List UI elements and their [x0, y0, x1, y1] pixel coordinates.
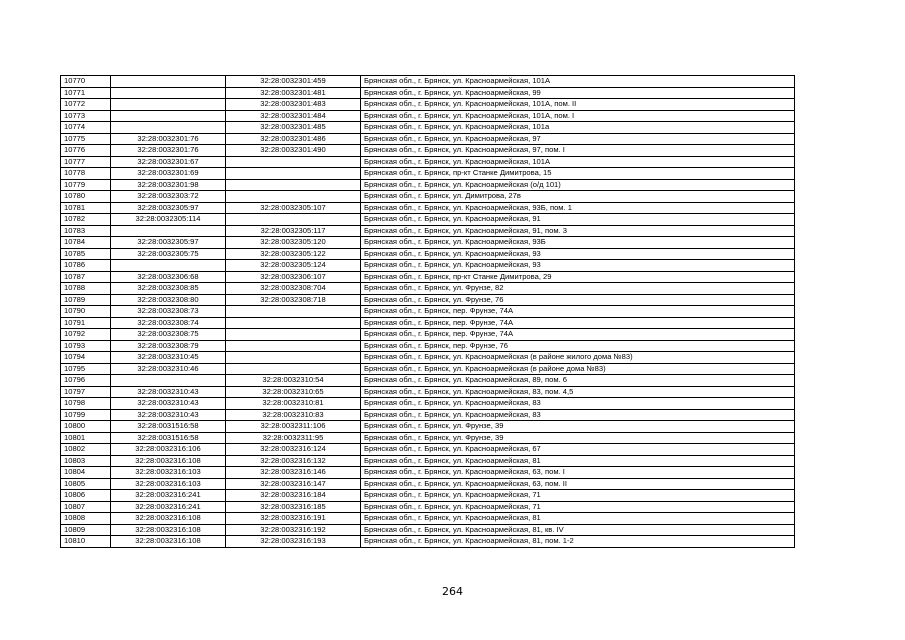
object-cadastral-number-cell: 32:28:0032301:459: [226, 76, 361, 88]
cadastral-number-cell: 32:28:0032308:80: [111, 294, 226, 306]
table-row: [61, 317, 795, 329]
table-row: [61, 363, 795, 375]
object-cadastral-number-cell: 32:28:0032316:191: [226, 513, 361, 525]
cadastral-number-cell: 32:28:0032316:103: [111, 478, 226, 490]
cadastral-number-cell: 32:28:0032301:67: [111, 156, 226, 168]
cadastral-number-cell: 32:28:0032301:69: [111, 168, 226, 180]
table-row: [61, 455, 795, 467]
address-cell: Брянская обл., г. Брянск, ул. Красноармейская, 67: [361, 444, 795, 456]
object-cadastral-number-cell: 32:28:0032316:185: [226, 501, 361, 513]
object-cadastral-number-cell: 32:28:0032316:124: [226, 444, 361, 456]
row-number-cell: 10781: [61, 202, 111, 214]
object-cadastral-number-cell: 32:28:0032311:95: [226, 432, 361, 444]
row-number-cell: 10788: [61, 283, 111, 295]
row-number-cell: 10807: [61, 501, 111, 513]
row-number-cell: 10772: [61, 99, 111, 111]
row-number-cell: 10774: [61, 122, 111, 134]
address-cell: Брянская обл., г. Брянск, ул. Красноармейская, 63, пом. I: [361, 467, 795, 479]
address-cell: Брянская обл., г. Брянск, ул. Красноармейская, 101А, пом. I: [361, 110, 795, 122]
cadastral-number-cell: 32:28:0032316:108: [111, 513, 226, 525]
address-cell: Брянская обл., г. Брянск, ул. Красноармейская, 97: [361, 133, 795, 145]
cadastral-number-cell: 32:28:0032305:75: [111, 248, 226, 260]
cadastral-number-cell: 32:28:0032301:76: [111, 145, 226, 157]
address-cell: Брянская обл., г. Брянск, пер. Фрунзе, 76: [361, 340, 795, 352]
object-cadastral-number-cell: 32:28:0032310:65: [226, 386, 361, 398]
cadastral-number-cell: 32:28:0032316:108: [111, 524, 226, 536]
row-number-cell: 10773: [61, 110, 111, 122]
address-cell: Брянская обл., г. Брянск, ул. Красноармейская, 71: [361, 501, 795, 513]
address-cell: Брянская обл., г. Брянск, ул. Красноармейская, 89, пом. 6: [361, 375, 795, 387]
table-row: [61, 329, 795, 341]
table-row: [61, 501, 795, 513]
row-number-cell: 10794: [61, 352, 111, 364]
address-cell: Брянская обл., г. Брянск, ул. Красноармейская, 93Б: [361, 237, 795, 249]
cadastral-number-cell: 32:28:0032316:108: [111, 536, 226, 548]
cadastral-number-cell: 32:28:0032308:85: [111, 283, 226, 295]
table-row: [61, 444, 795, 456]
cadastral-number-cell: [111, 260, 226, 272]
cadastral-number-cell: 32:28:0032310:45: [111, 352, 226, 364]
table-row: [61, 145, 795, 157]
row-number-cell: 10795: [61, 363, 111, 375]
address-cell: Брянская обл., г. Брянск, пер. Фрунзе, 74А: [361, 329, 795, 341]
table-row: [61, 214, 795, 226]
cadastral-number-cell: [111, 76, 226, 88]
object-cadastral-number-cell: 32:28:0032316:146: [226, 467, 361, 479]
table-row: [61, 421, 795, 433]
table-row: [61, 340, 795, 352]
address-cell: Брянская обл., г. Брянск, ул. Фрунзе, 39: [361, 421, 795, 433]
row-number-cell: 10804: [61, 467, 111, 479]
registry-table-body: [61, 76, 795, 548]
cadastral-number-cell: 32:28:0032310:43: [111, 409, 226, 421]
object-cadastral-number-cell: 32:28:0032301:490: [226, 145, 361, 157]
table-row: [61, 409, 795, 421]
row-number-cell: 10791: [61, 317, 111, 329]
table-row: [61, 478, 795, 490]
cadastral-number-cell: 32:28:0032308:79: [111, 340, 226, 352]
object-cadastral-number-cell: 32:28:0032305:124: [226, 260, 361, 272]
cadastral-number-cell: 32:28:0032308:75: [111, 329, 226, 341]
object-cadastral-number-cell: 32:28:0032308:704: [226, 283, 361, 295]
row-number-cell: 10786: [61, 260, 111, 272]
object-cadastral-number-cell: 32:28:0032316:147: [226, 478, 361, 490]
table-row: [61, 156, 795, 168]
table-row: [61, 87, 795, 99]
address-cell: Брянская обл., г. Брянск, ул. Красноармейская (в районе дома №83): [361, 363, 795, 375]
cadastral-number-cell: 32:28:0032305:97: [111, 202, 226, 214]
address-cell: Брянская обл., г. Брянск, ул. Красноармейская, 83: [361, 398, 795, 410]
row-number-cell: 10809: [61, 524, 111, 536]
address-cell: Брянская обл., г. Брянск, ул. Красноармейская, 99: [361, 87, 795, 99]
cadastral-number-cell: 32:28:0032316:103: [111, 467, 226, 479]
table-row: [61, 122, 795, 134]
cadastral-number-cell: 32:28:0032305:114: [111, 214, 226, 226]
cadastral-number-cell: 32:28:0032316:241: [111, 501, 226, 513]
object-cadastral-number-cell: 32:28:0032316:193: [226, 536, 361, 548]
address-cell: Брянская обл., г. Брянск, пер. Фрунзе, 74А: [361, 317, 795, 329]
row-number-cell: 10801: [61, 432, 111, 444]
row-number-cell: 10771: [61, 87, 111, 99]
address-cell: Брянская обл., г. Брянск, ул. Фрунзе, 82: [361, 283, 795, 295]
object-cadastral-number-cell: 32:28:0032305:122: [226, 248, 361, 260]
row-number-cell: 10805: [61, 478, 111, 490]
object-cadastral-number-cell: 32:28:0032310:54: [226, 375, 361, 387]
row-number-cell: 10775: [61, 133, 111, 145]
address-cell: Брянская обл., г. Брянск, ул. Красноармейская (о/д 101): [361, 179, 795, 191]
table-row: [61, 248, 795, 260]
row-number-cell: 10782: [61, 214, 111, 226]
row-number-cell: 10778: [61, 168, 111, 180]
row-number-cell: 10792: [61, 329, 111, 341]
address-cell: Брянская обл., г. Брянск, ул. Фрунзе, 39: [361, 432, 795, 444]
cadastral-number-cell: 32:28:0032301:76: [111, 133, 226, 145]
address-cell: Брянская обл., г. Брянск, ул. Красноармейская, 101А: [361, 76, 795, 88]
object-cadastral-number-cell: [226, 179, 361, 191]
cadastral-number-cell: 32:28:0031516:58: [111, 432, 226, 444]
address-cell: Брянская обл., г. Брянск, пр-кт Станке Димитрова, 15: [361, 168, 795, 180]
row-number-cell: 10799: [61, 409, 111, 421]
address-cell: Брянская обл., г. Брянск, ул. Красноармейская, 63, пом. II: [361, 478, 795, 490]
address-cell: Брянская обл., г. Брянск, ул. Красноармейская (в районе жилого дома №83): [361, 352, 795, 364]
cadastral-number-cell: 32:28:0031516:58: [111, 421, 226, 433]
address-cell: Брянская обл., г. Брянск, ул. Красноармейская, 81: [361, 455, 795, 467]
page-number: 264: [442, 585, 463, 598]
address-cell: Брянская обл., г. Брянск, пер. Фрунзе, 74А: [361, 306, 795, 318]
object-cadastral-number-cell: 32:28:0032305:120: [226, 237, 361, 249]
object-cadastral-number-cell: 32:28:0032316:192: [226, 524, 361, 536]
row-number-cell: 10808: [61, 513, 111, 525]
row-number-cell: 10776: [61, 145, 111, 157]
table-row: [61, 260, 795, 272]
table-row: [61, 271, 795, 283]
table-row: [61, 352, 795, 364]
cadastral-number-cell: 32:28:0032310:43: [111, 398, 226, 410]
address-cell: Брянская обл., г. Брянск, пр-кт Станке Димитрова, 29: [361, 271, 795, 283]
address-cell: Брянская обл., г. Брянск, ул. Красноармейская, 83, пом. 4,5: [361, 386, 795, 398]
address-cell: Брянская обл., г. Брянск, ул. Красноармейская, 97, пом. I: [361, 145, 795, 157]
address-cell: Брянская обл., г. Брянск, ул. Красноармейская, 101а: [361, 122, 795, 134]
address-cell: Брянская обл., г. Брянск, ул. Красноармейская, 101А: [361, 156, 795, 168]
object-cadastral-number-cell: 32:28:0032316:184: [226, 490, 361, 502]
row-number-cell: 10810: [61, 536, 111, 548]
address-cell: Брянская обл., г. Брянск, ул. Красноармейская, 71: [361, 490, 795, 502]
object-cadastral-number-cell: 32:28:0032310:81: [226, 398, 361, 410]
address-cell: Брянская обл., г. Брянск, ул. Красноармейская, 81: [361, 513, 795, 525]
row-number-cell: 10784: [61, 237, 111, 249]
address-cell: Брянская обл., г. Брянск, ул. Красноармейская, 91: [361, 214, 795, 226]
table-row: [61, 168, 795, 180]
table-row: [61, 306, 795, 318]
cadastral-number-cell: [111, 375, 226, 387]
table-row: [61, 375, 795, 387]
object-cadastral-number-cell: 32:28:0032301:483: [226, 99, 361, 111]
object-cadastral-number-cell: [226, 317, 361, 329]
table-row: [61, 432, 795, 444]
row-number-cell: 10785: [61, 248, 111, 260]
address-cell: Брянская обл., г. Брянск, ул. Красноармейская, 101А, пом. II: [361, 99, 795, 111]
address-cell: Брянская обл., г. Брянск, ул. Димитрова, 27в: [361, 191, 795, 203]
table-row: [61, 536, 795, 548]
table-row: [61, 237, 795, 249]
registry-table: [60, 75, 795, 548]
row-number-cell: 10806: [61, 490, 111, 502]
object-cadastral-number-cell: [226, 156, 361, 168]
object-cadastral-number-cell: 32:28:0032301:486: [226, 133, 361, 145]
address-cell: Брянская обл., г. Брянск, ул. Красноармейская, 93: [361, 260, 795, 272]
object-cadastral-number-cell: [226, 340, 361, 352]
row-number-cell: 10800: [61, 421, 111, 433]
cadastral-number-cell: 32:28:0032305:97: [111, 237, 226, 249]
row-number-cell: 10787: [61, 271, 111, 283]
address-cell: Брянская обл., г. Брянск, ул. Красноармейская, 93Б, пом. 1: [361, 202, 795, 214]
object-cadastral-number-cell: [226, 352, 361, 364]
object-cadastral-number-cell: 32:28:0032310:83: [226, 409, 361, 421]
row-number-cell: 10779: [61, 179, 111, 191]
cadastral-number-cell: 32:28:0032306:68: [111, 271, 226, 283]
table-row: [61, 386, 795, 398]
address-cell: Брянская обл., г. Брянск, ул. Красноармейская, 93: [361, 248, 795, 260]
row-number-cell: 10783: [61, 225, 111, 237]
object-cadastral-number-cell: [226, 363, 361, 375]
cadastral-number-cell: [111, 87, 226, 99]
table-row: [61, 490, 795, 502]
row-number-cell: 10770: [61, 76, 111, 88]
object-cadastral-number-cell: [226, 306, 361, 318]
address-cell: Брянская обл., г. Брянск, ул. Красноармейская, 81, пом. 1-2: [361, 536, 795, 548]
table-row: [61, 513, 795, 525]
object-cadastral-number-cell: 32:28:0032305:107: [226, 202, 361, 214]
row-number-cell: 10777: [61, 156, 111, 168]
table-row: [61, 294, 795, 306]
table-row: [61, 524, 795, 536]
object-cadastral-number-cell: 32:28:0032301:485: [226, 122, 361, 134]
object-cadastral-number-cell: [226, 191, 361, 203]
object-cadastral-number-cell: 32:28:0032305:117: [226, 225, 361, 237]
row-number-cell: 10802: [61, 444, 111, 456]
object-cadastral-number-cell: 32:28:0032301:484: [226, 110, 361, 122]
object-cadastral-number-cell: 32:28:0032301:481: [226, 87, 361, 99]
cadastral-number-cell: [111, 110, 226, 122]
table-row: [61, 202, 795, 214]
object-cadastral-number-cell: [226, 329, 361, 341]
row-number-cell: 10790: [61, 306, 111, 318]
cadastral-number-cell: [111, 99, 226, 111]
table-row: [61, 191, 795, 203]
object-cadastral-number-cell: [226, 168, 361, 180]
row-number-cell: 10796: [61, 375, 111, 387]
table-row: [61, 398, 795, 410]
cadastral-number-cell: [111, 122, 226, 134]
cadastral-number-cell: 32:28:0032316:108: [111, 455, 226, 467]
table-row: [61, 110, 795, 122]
object-cadastral-number-cell: [226, 214, 361, 226]
address-cell: Брянская обл., г. Брянск, ул. Красноармейская, 91, пом. 3: [361, 225, 795, 237]
row-number-cell: 10797: [61, 386, 111, 398]
cadastral-number-cell: 32:28:0032301:98: [111, 179, 226, 191]
object-cadastral-number-cell: 32:28:0032308:718: [226, 294, 361, 306]
cadastral-number-cell: 32:28:0032316:106: [111, 444, 226, 456]
cadastral-number-cell: 32:28:0032310:43: [111, 386, 226, 398]
table-row: [61, 99, 795, 111]
row-number-cell: 10793: [61, 340, 111, 352]
address-cell: Брянская обл., г. Брянск, ул. Фрунзе, 76: [361, 294, 795, 306]
cadastral-number-cell: 32:28:0032308:73: [111, 306, 226, 318]
cadastral-number-cell: 32:28:0032316:241: [111, 490, 226, 502]
table-row: [61, 467, 795, 479]
table-row: [61, 283, 795, 295]
row-number-cell: 10803: [61, 455, 111, 467]
cadastral-number-cell: [111, 225, 226, 237]
address-cell: Брянская обл., г. Брянск, ул. Красноармейская, 83: [361, 409, 795, 421]
object-cadastral-number-cell: 32:28:0032306:107: [226, 271, 361, 283]
cadastral-number-cell: 32:28:0032308:74: [111, 317, 226, 329]
row-number-cell: 10789: [61, 294, 111, 306]
cadastral-number-cell: 32:28:0032303:72: [111, 191, 226, 203]
object-cadastral-number-cell: 32:28:0032316:132: [226, 455, 361, 467]
table-row: [61, 133, 795, 145]
table-row: [61, 225, 795, 237]
table-row: [61, 76, 795, 88]
object-cadastral-number-cell: 32:28:0032311:106: [226, 421, 361, 433]
row-number-cell: 10798: [61, 398, 111, 410]
address-cell: Брянская обл., г. Брянск, ул. Красноармейская, 81, кв. IV: [361, 524, 795, 536]
table-row: [61, 179, 795, 191]
cadastral-number-cell: 32:28:0032310:46: [111, 363, 226, 375]
row-number-cell: 10780: [61, 191, 111, 203]
